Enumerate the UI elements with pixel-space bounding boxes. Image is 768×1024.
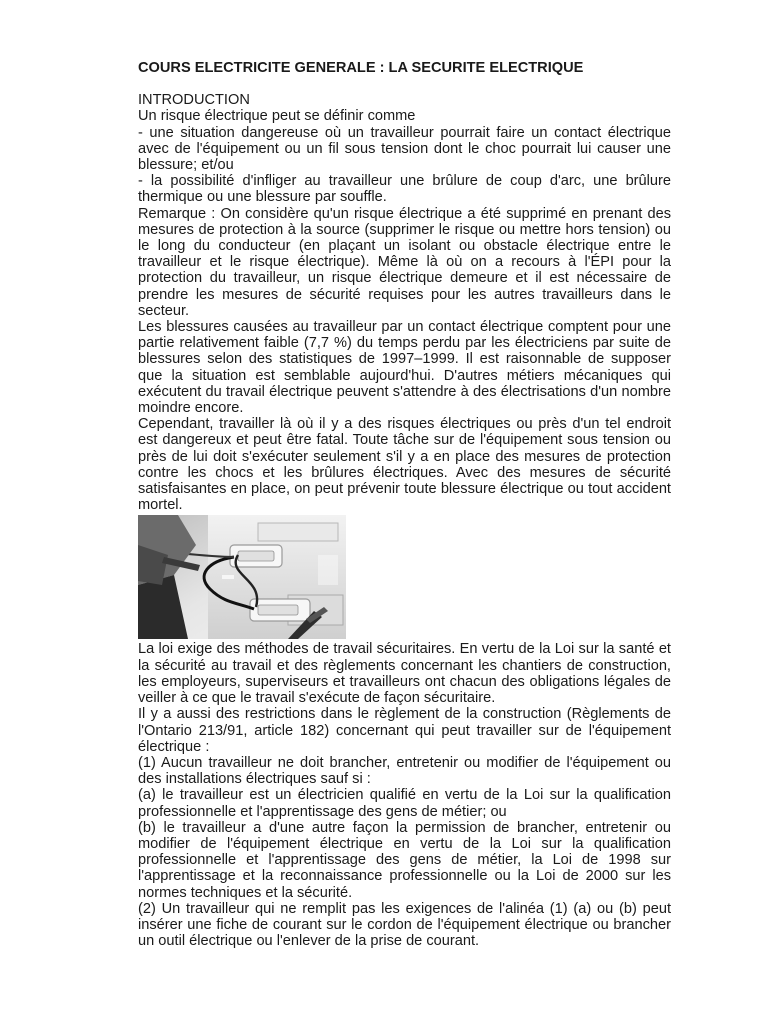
- section-heading-introduction: INTRODUCTION: [138, 92, 250, 109]
- paragraph-bullet-burn: - la possibilité d'infliger au travailleur une brûlure de coup d'arc, une brûlure thermique ou une blessure par souffle.: [138, 173, 671, 206]
- paragraph-rule-1: (1) Aucun travailleur ne doit brancher, entretenir ou modifier de l'équipement ou des installations électriques sauf si :: [138, 754, 671, 788]
- paragraph-injury-statistics: Les blessures causées au travailleur par un contact électrique comptent pour une partie relativement faible (7,7 %) du temps perdu par les électriciens par suite de blessures selon des statistiques de 1997–1999. Il est raisonnable de supposer que la situation est semblable aujourd'hui. D'autres métiers mécaniques qui exécutent du travail électrique peuvent s'attendre à des électrisations d'un nombre moindre encore.: [138, 319, 671, 417]
- paragraph-remark: Remarque : On considère qu'un risque électrique a été supprimé en prenant des mesures de protection à la source (supprimer le risque ou mettre hors tension) ou le long du conducteur (en plaçant un isolant ou obstacle électrique entre le travailleur et le risque électrique). Même là où on a recours à l'ÉPI pour la protection du travailleur, un risque électrique demeure et il est nécessaire de prendre les mesures de sécurité requises pour les autres travailleurs dans le secteur.: [138, 205, 671, 319]
- paragraph-danger-protection: Cependant, travailler là où il y a des risques électriques ou près d'un tel endroit est dangereux et peut être fatal. Toute tâche sur de l'équipement sous tension ou près de lui doit s'exécuter seulement s'il y a en place des mesures de protection contre les chocs et les brûlures électriques. Avec des mesures de sécurité satisfaisantes en place, on peut prévenir toute blessure électrique ou tout accident mortel.: [138, 416, 671, 514]
- paragraph-rule-1a: (a) le travailleur est un électricien qualifié en vertu de la Loi sur la qualification professionnelle et l'apprentissage des gens de métier; ou: [138, 787, 671, 820]
- paragraph-regulation-restrictions: Il y a aussi des restrictions dans le règlement de la construction (Règlements de l'Ontario 213/91, article 182) concernant qui peut travailler sur de l'équipement électrique :: [138, 706, 671, 755]
- paragraph-law-requirements: La loi exige des méthodes de travail sécuritaires. En vertu de la Loi sur la santé et la sécurité au travail et des règlements concernant les chantiers de construction, les employeurs, superviseurs et travailleurs ont chacun des obligations légales de veiller à ce que le travail s'exécute de façon sécuritaire.: [138, 641, 671, 707]
- paragraph-rule-1b: (b) le travailleur a d'une autre façon la permission de brancher, entretenir ou modifier de l'équipement électrique en vertu de la Loi sur la qualification professionnelle et l'apprentissage des gens de métier, la Loi de 1998 sur l'apprentissage et la reconnaissance professionnelle ou la Loi de 2000 sur les normes techniques et la sécurité.: [138, 819, 671, 901]
- document-body: [138, 60, 671, 949]
- paragraph-definition-intro: Un risque électrique peut se définir comme: [138, 108, 416, 125]
- document-title: COURS ELECTRICITE GENERALE : LA SECURITE ELECTRIQUE: [138, 60, 584, 76]
- paragraph-bullet-contact: - une situation dangereuse où un travailleur pourrait faire un contact électrique avec de l'équipement ou un fil sous tension dont le choc pourrait lui causer une blessure; et/ou: [138, 124, 671, 174]
- electrical-test-photo: [138, 515, 346, 639]
- paragraph-rule-2: (2) Un travailleur qui ne remplit pas les exigences de l'alinéa (1) (a) ou (b) peut insérer une fiche de courant sur le cordon de l'équipement électrique ou brancher un outil électrique ou l'enlever de la prise de courant.: [138, 900, 671, 950]
